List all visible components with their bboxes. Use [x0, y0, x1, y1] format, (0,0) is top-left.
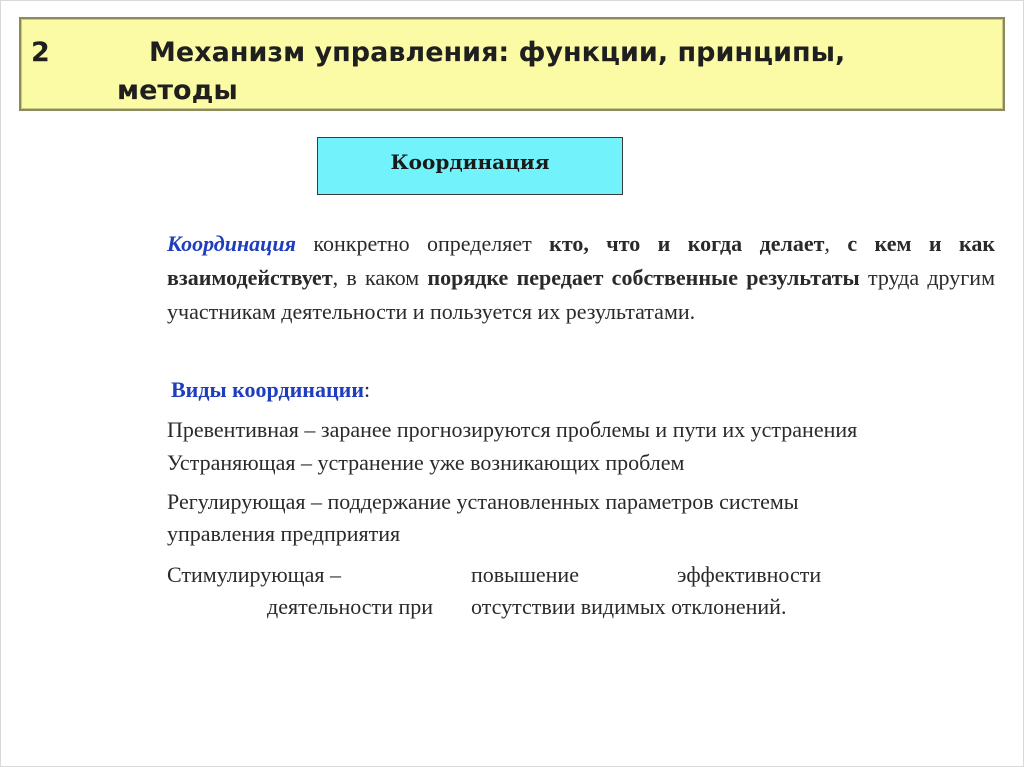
- definition-text-1: конкретно определяет: [295, 231, 550, 256]
- definition-term: Координация: [167, 231, 296, 256]
- definition-bold-1: кто, что и когда делает: [549, 231, 825, 256]
- section-number: 2: [31, 37, 50, 68]
- type-preventive: Превентивная – заранее прогнозируются проблемы и пути их устранения: [167, 417, 858, 442]
- type-stimulating-part-5: отсутствии видимых отклонений.: [471, 594, 787, 619]
- section-label: Координация: [390, 150, 550, 174]
- type-regulating: Регулирующая – поддержание установленных параметров системы: [167, 489, 799, 514]
- definition-bold-3: порядке передает собственные результаты: [427, 265, 860, 290]
- definition-text-2: ,: [824, 231, 848, 256]
- title-line-1: Механизм управления: функции, принципы,: [149, 37, 846, 68]
- type-stimulating-part-2: повышение: [471, 562, 579, 587]
- type-regulating-continued: управления предприятия: [167, 521, 401, 546]
- title-line-2: методы: [117, 75, 238, 106]
- type-stimulating-part-1: Стимулирующая –: [167, 562, 341, 587]
- definition-paragraph: [167, 227, 995, 329]
- type-stimulating-part-3: эффективности: [677, 562, 822, 587]
- definition-text-4: труда другим участникам деятельности и пользуется их результатами.: [167, 265, 995, 324]
- types-heading-colon: :: [364, 377, 371, 402]
- type-stimulating-part-4: деятельности при: [267, 594, 433, 619]
- type-eliminating: Устраняющая – устранение уже возникающих проблем: [167, 450, 685, 475]
- section-label-box: [317, 137, 623, 195]
- definition-bold-2: с кем и как взаимодействует: [167, 231, 996, 290]
- types-heading: [171, 377, 370, 403]
- title-banner: [19, 17, 1005, 111]
- definition-text-3: , в каком: [332, 265, 428, 290]
- types-heading-text: Виды координации: [171, 377, 364, 402]
